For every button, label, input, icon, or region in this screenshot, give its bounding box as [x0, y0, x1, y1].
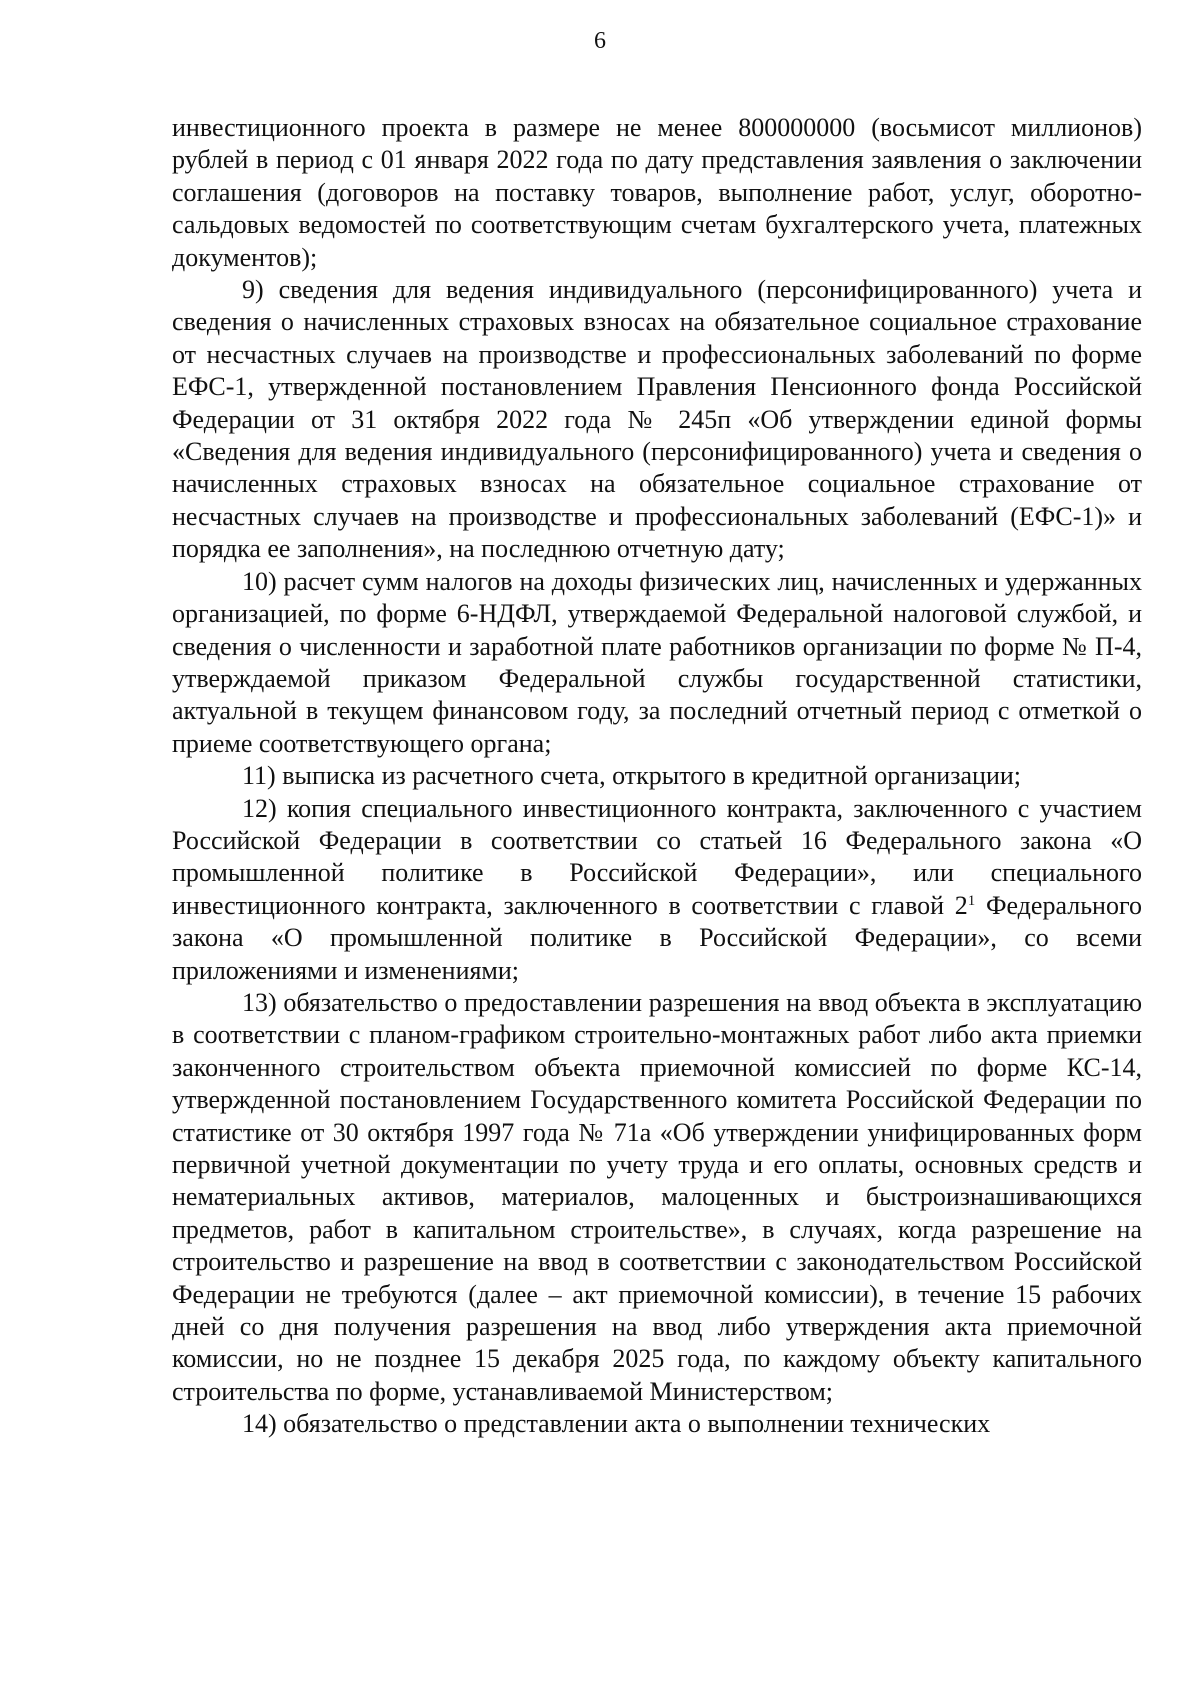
- paragraph-item-14: 14) обязательство о представлении акта о выполнении технических: [242, 1409, 991, 1439]
- chapter-superscript: 1: [967, 892, 976, 909]
- paragraph-item-12-text-start: 12) копия специального инвестиционного контракта, заключенного с участием Российской Федерации в соответствии со статьей 16 Федерального закона «О промышленной политике в Российской Федерации», или специального инвестиционного контракта, заключенного в соответствии с главой 2: [172, 793, 1142, 920]
- paragraph-item-9: 9) сведения для ведения индивидуального (персонифицированного) учета и сведения о начисленных страховых взносах на обязательное социальное страхование от несчастных случаев на производстве и профессиональных заболеваний по форме ЕФС-1, утвержденной постановлением Правления Пенсионного фонда Российской Федерации от 31 октября 2022 года № 245п «Об утверждении единой формы «Сведения для ведения индивидуального (персонифицированного) учета и сведения о начисленных страховых взносах на обязательное социальное страхование от несчастных случаев на производстве и профессиональных заболеваний (ЕФС-1)» и порядка ее заполнения», на последнюю отчетную дату;: [172, 275, 1142, 564]
- paragraph-item-12-text-end: Федерального закона «О промышленной политике в Российской Федерации», со всеми приложениями и изменениями;: [172, 890, 1142, 985]
- paragraph-item-12: [172, 793, 1142, 987]
- paragraph-item-13: 13) обязательство о предоставлении разрешения на ввод объекта в эксплуатацию в соответствии с планом-графиком строительно-монтажных работ либо акта приемки законченного строительством объекта приемочной комиссией по форме КС-14, утвержденной постановлением Государственного комитета Российской Федерации по статистике от 30 октября 1997 года № 71а «Об утверждении унифицированных форм первичной учетной документации по учету труда и его оплаты, основных средств и нематериальных активов, материалов, малоценных и быстроизнашивающихся предметов, работ в капитальном строительстве», в случаях, когда разрешение на строительство и разрешение на ввод в соответствии с законодательством Российской Федерации не требуются (далее – акт приемочной комиссии), в течение 15 рабочих дней со дня получения разрешения на ввод либо утверждения акта приемочной комиссии, но не позднее 15 декабря 2025 года, по каждому объекту капитального строительства по форме, устанавливаемой Министерством;: [172, 987, 1142, 1406]
- paragraph-item-11: 11) выписка из расчетного счета, открытого в кредитной организации;: [242, 761, 1021, 791]
- page-number: 6: [594, 28, 606, 54]
- paragraph-item-8-continued: инвестиционного проекта в размере не менее 800000000 (восьмисот миллионов) рублей в период с 01 января 2022 года по дату представления заявления о заключении соглашения (договоров на поставку товаров, выполнение работ, услуг, оборотно-сальдовых ведомостей по соответствующим счетам бухгалтерского учета, платежных документов);: [172, 113, 1142, 272]
- document-body: [172, 112, 1142, 1441]
- paragraph-item-10: 10) расчет сумм налогов на доходы физических лиц, начисленных и удержанных организацией, по форме 6-НДФЛ, утверждаемой Федеральной налоговой службой, и сведения о численности и заработной плате работников организации по форме № П-4, утверждаемой приказом Федеральной службы государственной статистики, актуальной в текущем финансовом году, за последний отчетный период с отметкой о приеме соответствующего органа;: [172, 566, 1142, 758]
